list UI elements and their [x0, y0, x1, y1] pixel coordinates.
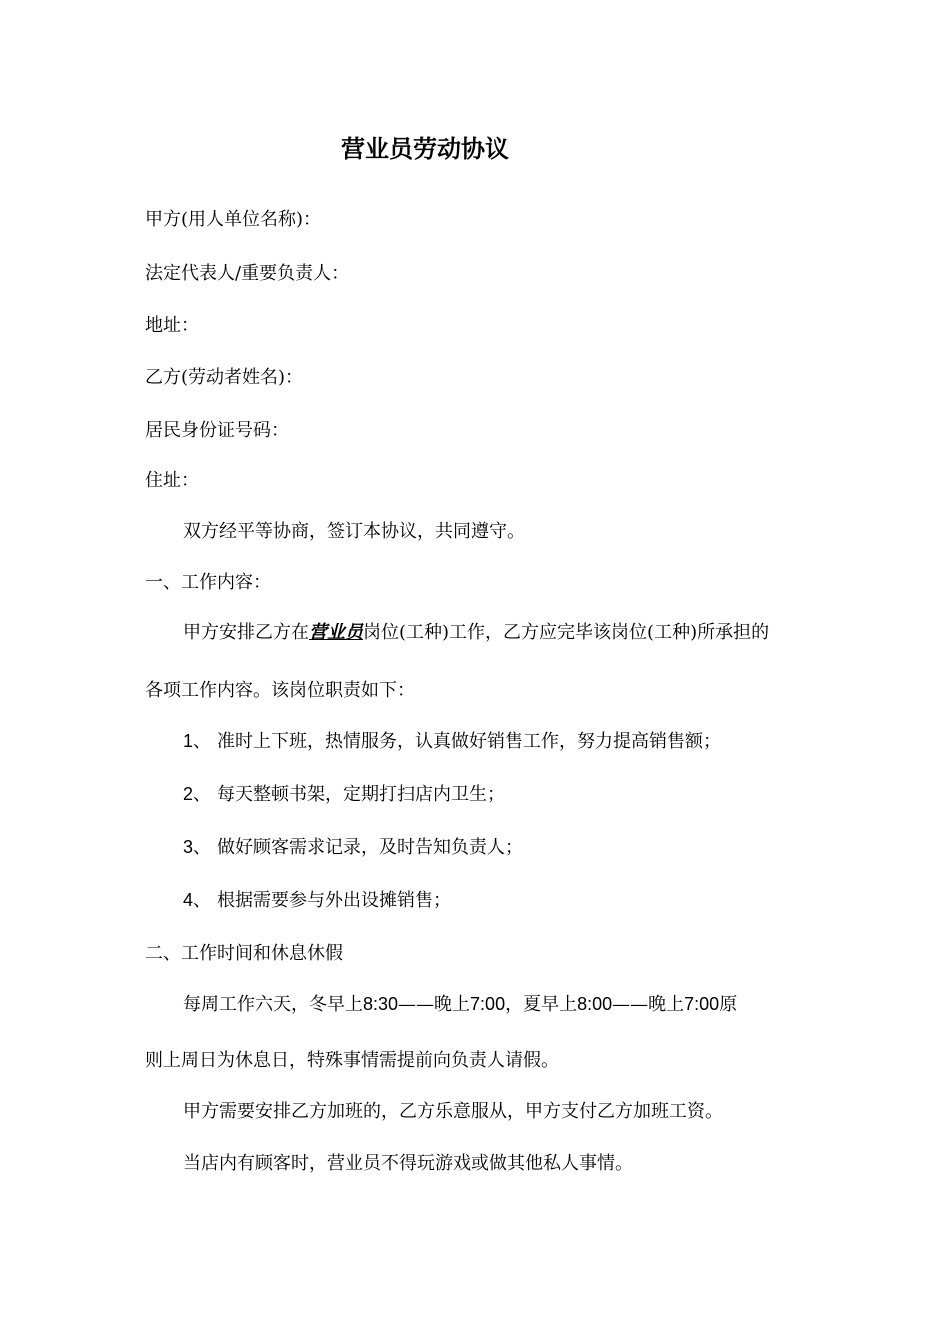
text-run: 原	[719, 994, 738, 1015]
section1-heading: 一、工作内容：	[145, 572, 271, 593]
duty-item	[183, 888, 451, 913]
overtime-paragraph: 甲方需要安排乙方加班的，乙方乐意服从，甲方支付乙方加班工资。	[183, 1101, 723, 1122]
id-number-field: 居民身份证号码：	[145, 420, 289, 441]
duty-item	[183, 782, 505, 807]
duty-number: 3、	[183, 837, 212, 857]
section1-paragraph-line1	[183, 621, 769, 645]
duty-text: 根据需要参与外出设摊销售；	[217, 890, 451, 911]
time-value: 8:00	[577, 994, 613, 1014]
document-title: 营业员劳动协议	[341, 135, 509, 163]
text-run: 每周工作六天，冬早上	[183, 994, 363, 1015]
section2-paragraph-line2: 则上周日为休息日，特殊事情需提前向负责人请假。	[145, 1050, 559, 1071]
time-value: 7:00	[684, 994, 720, 1014]
party-b-field: 乙方(劳动者姓名)：	[145, 367, 304, 388]
party-a-field: 甲方(用人单位名称)：	[145, 209, 322, 230]
duty-item	[183, 835, 523, 860]
duty-text: 准时上下班，热情服务，认真做好销售工作，努力提高销售额；	[217, 731, 721, 752]
text-run: 岗位(工种)工作，乙方应完毕该岗位(工种)所承担的	[363, 622, 770, 643]
position-emphasis: 营业员	[309, 622, 363, 643]
residence-field: 住址：	[145, 470, 199, 491]
section2-paragraph-line1	[183, 992, 737, 1017]
duty-text: 做好顾客需求记录，及时告知负责人；	[217, 837, 523, 858]
address-field: 地址：	[145, 315, 199, 336]
conduct-paragraph: 当店内有顾客时，营业员不得玩游戏或做其他私人事情。	[183, 1153, 633, 1174]
legal-rep-field: 法定代表人/重要负责人：	[145, 263, 350, 284]
duty-number: 4、	[183, 890, 212, 910]
section1-paragraph-line2: 各项工作内容。该岗位职责如下：	[145, 680, 415, 701]
text-run: ，夏早上	[505, 994, 578, 1015]
duty-item	[183, 729, 721, 754]
time-value: 7:00	[470, 994, 506, 1014]
intro-paragraph: 双方经平等协商，签订本协议，共同遵守。	[183, 521, 525, 542]
time-value: 8:30	[363, 994, 399, 1014]
duty-number: 2、	[183, 784, 212, 804]
duty-number: 1、	[183, 731, 212, 751]
text-run: ——晚上	[612, 994, 685, 1015]
section2-heading: 二、工作时间和休息休假	[145, 943, 343, 964]
text-run: 甲方安排乙方在	[183, 622, 309, 643]
duty-text: 每天整顿书架，定期打扫店内卫生；	[217, 784, 505, 805]
text-run: ——晚上	[398, 994, 471, 1015]
